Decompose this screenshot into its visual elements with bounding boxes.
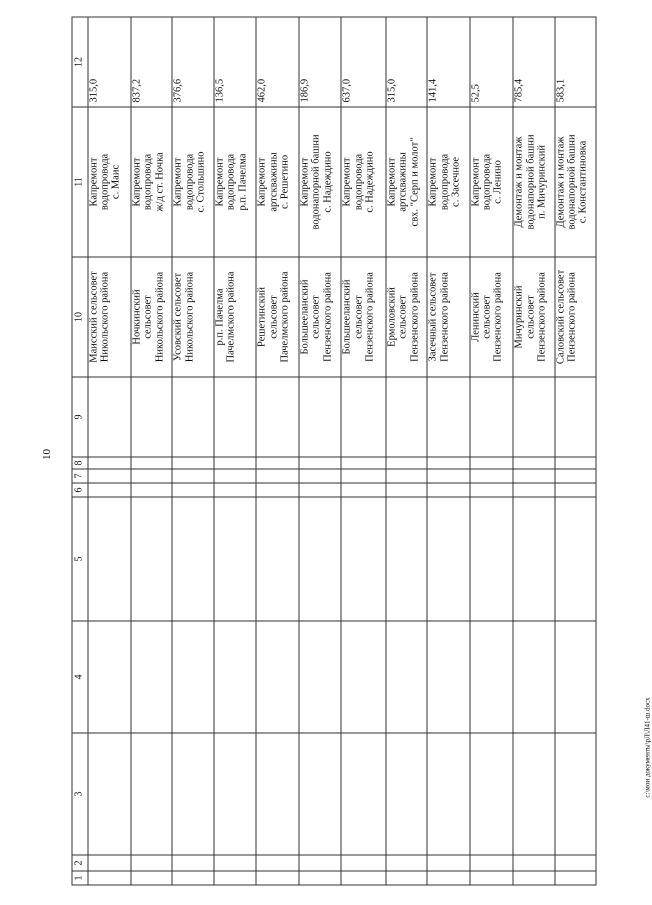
table-row	[131, 16, 172, 884]
empty-cell	[469, 871, 512, 885]
municipality-line: Пензенского района	[408, 271, 420, 362]
column-number-2: 2	[72, 855, 88, 871]
empty-cell	[341, 497, 386, 621]
work-line: Капремонт	[427, 156, 439, 206]
work-line: Капремонт	[131, 156, 143, 206]
empty-cell	[341, 855, 386, 871]
work-cell	[87, 106, 130, 256]
work-cell	[256, 106, 298, 256]
empty-cell	[213, 621, 255, 733]
empty-cell	[87, 483, 130, 497]
empty-cell	[427, 469, 469, 483]
empty-cell	[87, 733, 130, 855]
empty-cell	[427, 871, 469, 885]
municipality-cell	[341, 256, 386, 376]
empty-cell	[341, 621, 386, 733]
column-number-6: 6	[72, 483, 88, 497]
table-row	[87, 16, 130, 884]
municipality-line: сельсовет	[397, 294, 409, 339]
amount-cell: 315,0	[87, 16, 130, 106]
column-number-1: 1	[72, 871, 88, 885]
empty-cell	[131, 483, 172, 497]
empty-cell	[469, 483, 512, 497]
empty-cell	[341, 733, 386, 855]
table-row	[172, 16, 213, 884]
empty-cell	[385, 871, 426, 885]
page-number: 10	[41, 449, 53, 460]
empty-cell	[87, 621, 130, 733]
empty-cell	[172, 855, 213, 871]
empty-cell	[341, 483, 386, 497]
municipality-cell	[469, 256, 512, 376]
amount-cell: 583,1	[554, 16, 595, 106]
municipality-line: Засечный сельсовет	[427, 272, 439, 361]
empty-cell	[131, 871, 172, 885]
work-line: водонапорной башни	[310, 133, 322, 230]
work-line: с. Стольшино	[195, 151, 207, 212]
work-line: с. Маис	[110, 164, 122, 199]
empty-cell	[469, 855, 512, 871]
amount-cell: 315,0	[385, 16, 426, 106]
work-cell	[513, 106, 554, 256]
table-row	[554, 16, 595, 884]
work-line: Капремонт	[341, 156, 353, 206]
municipality-cell	[131, 256, 172, 376]
file-path-footer: c:\мои документы\рЛ\Л41-ш.docx	[643, 697, 652, 798]
work-line: водонапорной башни	[565, 133, 577, 230]
empty-cell	[469, 469, 512, 483]
empty-cell	[131, 855, 172, 871]
empty-cell	[298, 855, 340, 871]
municipality-line: Пачелмского района	[225, 270, 237, 363]
work-cell	[427, 106, 469, 256]
work-line: Капремонт	[213, 156, 225, 206]
work-line: водопровода	[142, 153, 154, 210]
empty-cell	[131, 733, 172, 855]
empty-cell	[131, 377, 172, 457]
empty-cell	[87, 377, 130, 457]
empty-cell	[469, 497, 512, 621]
work-line: р.п. Пачелма	[236, 152, 248, 210]
empty-cell	[172, 483, 213, 497]
empty-cell	[385, 377, 426, 457]
empty-cell	[87, 497, 130, 621]
table-row	[469, 16, 512, 884]
empty-cell	[172, 621, 213, 733]
empty-cell	[172, 733, 213, 855]
empty-cell	[213, 871, 255, 885]
empty-cell	[131, 497, 172, 621]
amount-cell: 186,9	[298, 16, 340, 106]
empty-cell	[427, 621, 469, 733]
empty-cell	[298, 457, 340, 469]
empty-cell	[469, 621, 512, 733]
municipality-line: Решетинский	[256, 286, 268, 347]
amount-cell: 637,0	[341, 16, 386, 106]
empty-cell	[513, 377, 554, 457]
municipality-line: Ермоловский	[385, 286, 397, 347]
empty-cell	[256, 497, 298, 621]
empty-cell	[427, 377, 469, 457]
amount-cell: 462,0	[256, 16, 298, 106]
work-line: Капремонт	[469, 156, 481, 206]
work-line: водопровода	[98, 153, 110, 210]
empty-cell	[554, 457, 595, 469]
municipality-line: Саловский сельсовет	[554, 269, 566, 364]
municipality-line: сельсовет	[481, 294, 493, 339]
work-line: Капремонт	[87, 156, 99, 206]
empty-cell	[213, 469, 255, 483]
empty-cell	[554, 621, 595, 733]
work-line: свх. "Серп и молот"	[408, 137, 420, 226]
empty-cell	[427, 733, 469, 855]
table-row	[427, 16, 469, 884]
table-row	[513, 16, 554, 884]
empty-cell	[554, 377, 595, 457]
work-cell	[172, 106, 213, 256]
empty-cell	[513, 733, 554, 855]
empty-cell	[427, 457, 469, 469]
empty-cell	[298, 871, 340, 885]
municipality-cell	[213, 256, 255, 376]
empty-cell	[385, 497, 426, 621]
work-cell	[298, 106, 340, 256]
empty-cell	[298, 497, 340, 621]
amount-cell: 136,5	[213, 16, 255, 106]
work-line: артскважины	[397, 151, 409, 212]
empty-cell	[256, 871, 298, 885]
work-line: водопровода	[225, 153, 237, 210]
data-table	[71, 16, 596, 885]
empty-cell	[554, 733, 595, 855]
empty-cell	[341, 871, 386, 885]
column-number-5: 5	[72, 497, 88, 621]
column-number-10: 10	[72, 256, 88, 376]
work-line: водопровода	[438, 153, 450, 210]
empty-cell	[87, 457, 130, 469]
column-number-8: 8	[72, 457, 88, 469]
work-line: ж/д ст. Ночка	[153, 151, 165, 212]
empty-cell	[554, 469, 595, 483]
work-cell	[385, 106, 426, 256]
municipality-line: Пачелмского района	[279, 270, 291, 363]
work-line: с. Засечное	[449, 156, 461, 207]
work-line: артскважины	[267, 151, 279, 212]
empty-cell	[554, 483, 595, 497]
empty-cell	[385, 733, 426, 855]
amount-cell: 376,6	[172, 16, 213, 106]
empty-cell	[298, 469, 340, 483]
municipality-line: Пензенского района	[321, 271, 333, 362]
work-line: Капремонт	[172, 156, 184, 206]
table-row	[213, 16, 255, 884]
work-line: Капремонт	[298, 156, 310, 206]
work-line: Капремонт	[256, 156, 268, 206]
empty-cell	[172, 497, 213, 621]
empty-cell	[513, 469, 554, 483]
municipality-line: Пензенского района	[535, 271, 547, 362]
table-container	[71, 17, 596, 885]
empty-cell	[513, 483, 554, 497]
work-line: с. Решетино	[279, 154, 291, 209]
municipality-line: Мичуринский	[513, 285, 525, 348]
municipality-line: сельсовет	[310, 294, 322, 339]
empty-cell	[427, 855, 469, 871]
work-line: Капремонт	[385, 156, 397, 206]
municipality-cell	[256, 256, 298, 376]
empty-cell	[554, 871, 595, 885]
work-line: водонапорной башни	[524, 133, 536, 230]
municipality-cell	[172, 256, 213, 376]
empty-cell	[341, 377, 386, 457]
empty-cell	[256, 457, 298, 469]
empty-cell	[172, 871, 213, 885]
work-line: с. Надеждино	[321, 150, 333, 213]
empty-cell	[256, 483, 298, 497]
table-row	[298, 16, 340, 884]
work-line: с. Ленино	[492, 159, 504, 204]
work-line: водопровода	[183, 153, 195, 210]
empty-cell	[513, 621, 554, 733]
empty-cell	[256, 855, 298, 871]
municipality-line: сельсовет	[524, 294, 536, 339]
column-number-12: 12	[72, 16, 88, 106]
column-number-9: 9	[72, 377, 88, 457]
empty-cell	[213, 377, 255, 457]
municipality-line: сельсовет	[267, 294, 279, 339]
empty-cell	[298, 621, 340, 733]
empty-cell	[213, 483, 255, 497]
empty-cell	[256, 377, 298, 457]
empty-cell	[513, 497, 554, 621]
empty-cell	[256, 621, 298, 733]
work-cell	[131, 106, 172, 256]
empty-cell	[172, 457, 213, 469]
empty-cell	[341, 457, 386, 469]
municipality-line: Пензенского района	[364, 271, 376, 362]
empty-cell	[213, 855, 255, 871]
empty-cell	[298, 733, 340, 855]
empty-cell	[469, 733, 512, 855]
municipality-cell	[298, 256, 340, 376]
empty-cell	[213, 733, 255, 855]
municipality-line: Никольского района	[153, 271, 165, 362]
empty-cell	[131, 621, 172, 733]
amount-cell: 141,4	[427, 16, 469, 106]
empty-cell	[87, 855, 130, 871]
empty-cell	[513, 871, 554, 885]
work-cell	[213, 106, 255, 256]
empty-cell	[554, 855, 595, 871]
municipality-line: Ленинский	[469, 291, 481, 342]
empty-cell	[385, 457, 426, 469]
municipality-line: Ночкинский	[131, 288, 143, 345]
empty-cell	[131, 457, 172, 469]
municipality-line: Маисский сельсовет	[87, 270, 99, 363]
empty-cell	[298, 377, 340, 457]
work-line: Демонтаж и монтаж	[554, 135, 566, 228]
empty-cell	[298, 483, 340, 497]
work-cell	[341, 106, 386, 256]
work-line: с. Константиновка	[577, 140, 589, 223]
municipality-cell	[87, 256, 130, 376]
municipality-cell	[554, 256, 595, 376]
empty-cell	[554, 497, 595, 621]
table-row	[385, 16, 426, 884]
column-number-4: 4	[72, 621, 88, 733]
municipality-line: сельсовет	[142, 294, 154, 339]
municipality-line: Никольского района	[183, 271, 195, 362]
table-row	[341, 16, 386, 884]
municipality-line: Пензенского района	[438, 271, 450, 362]
empty-cell	[87, 469, 130, 483]
empty-cell	[385, 855, 426, 871]
empty-cell	[513, 855, 554, 871]
work-cell	[554, 106, 595, 256]
work-line: Демонтаж и монтаж	[513, 135, 525, 228]
work-line: с. Надеждино	[364, 150, 376, 213]
empty-cell	[213, 497, 255, 621]
municipality-line: Большееланский	[341, 278, 353, 355]
empty-cell	[172, 469, 213, 483]
municipality-line: Пензенского района	[565, 271, 577, 362]
empty-cell	[385, 469, 426, 483]
work-line: водопровода	[352, 153, 364, 210]
amount-cell: 785,4	[513, 16, 554, 106]
municipality-line: Большееланский	[298, 278, 310, 355]
empty-cell	[513, 457, 554, 469]
empty-cell	[469, 377, 512, 457]
column-number-11: 11	[72, 106, 88, 256]
empty-cell	[427, 497, 469, 621]
work-cell	[469, 106, 512, 256]
municipality-cell	[385, 256, 426, 376]
municipality-line: Никольского района	[98, 271, 110, 362]
column-number-3: 3	[72, 733, 88, 855]
empty-cell	[256, 733, 298, 855]
header-row	[72, 16, 88, 884]
municipality-cell	[427, 256, 469, 376]
work-line: водопровода	[481, 153, 493, 210]
empty-cell	[385, 483, 426, 497]
table-row	[256, 16, 298, 884]
empty-cell	[172, 377, 213, 457]
rotated-table	[71, 17, 596, 885]
work-line: п. Мичуринский	[535, 144, 547, 219]
municipality-line: Пензенского района	[492, 271, 504, 362]
municipality-line: р.п. Пачелма	[213, 288, 225, 345]
column-number-7: 7	[72, 469, 88, 483]
amount-cell: 837,2	[131, 16, 172, 106]
empty-cell	[427, 483, 469, 497]
municipality-line: Усовский сельсовет	[172, 272, 184, 361]
empty-cell	[213, 457, 255, 469]
empty-cell	[256, 469, 298, 483]
empty-cell	[341, 469, 386, 483]
empty-cell	[469, 457, 512, 469]
empty-cell	[385, 621, 426, 733]
amount-cell: 52,5	[469, 16, 512, 106]
empty-cell	[131, 469, 172, 483]
empty-cell	[87, 871, 130, 885]
municipality-cell	[513, 256, 554, 376]
municipality-line: сельсовет	[352, 294, 364, 339]
